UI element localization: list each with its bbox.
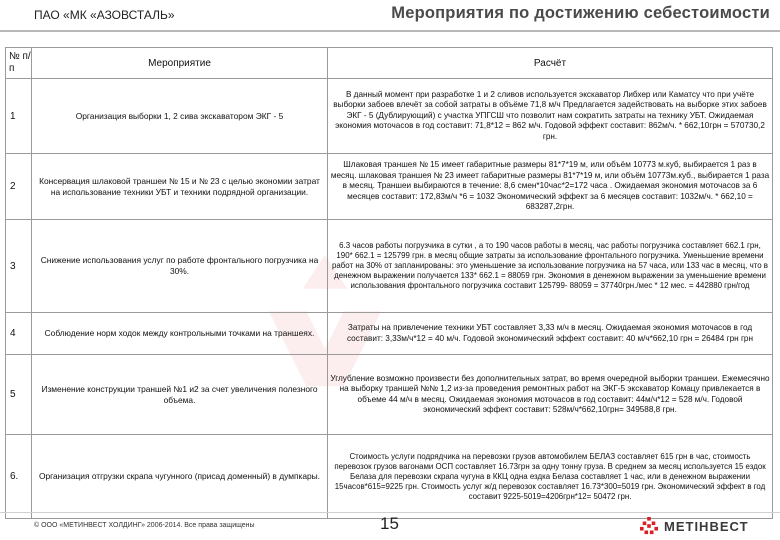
table-row <box>6 435 773 519</box>
row-number: 2 <box>6 154 32 220</box>
row-calculation: Шлаковая траншея № 15 имеет габаритные размеры 81*7*19 м, или объём 10773 м.куб, выбирается 1 раз в месяц. шлаковая траншея № 23 имеет габаритные размеры 81*7*19 м, или объём 10773м.куб., выбирается 1 раза в месяц. Траншеи выбираются в течение: 8,6 смен*10час*2=172 часа . Ожидаемая экономия моточасов за 6 месяцев составит: 172,83м/ч *6 = 1032 Экономический эффект за 6 месяцев составит: 1032м/ч. * 662,10 = 683287,2грн. <box>328 154 773 220</box>
row-number: 4 <box>6 313 32 355</box>
row-measure: Снижение использования услуг по работе фронтального погрузчика на 30%. <box>32 220 328 313</box>
row-measure: Консервация шлаковой траншеи № 15 и № 23 с целью экономии затрат на использование техники УБТ и техники подрядной организации. <box>32 154 328 220</box>
page-title: Мероприятия по достижению себестоимости <box>391 4 770 22</box>
table-header-row <box>6 48 773 79</box>
table-row <box>6 355 773 435</box>
row-calculation: В данный момент при разработке 1 и 2 сливов используется экскаватор Либхер или Каматсу что при учёте выборки забоев влечёт за собой затраты в объёме 71,8 м/ч Предлагается задействовать на выборке этих забоев ЭКГ - 5 (Дублирующий) с участка УПГСШ что позволит нам сократить затраты на технику УБТ. Ожидаемая экономия моточасов в год составит: 71,8*12 = 862 м/ч. Годовой эффект составит: 862м/ч. * 662,10грн = 570730,2 грн. <box>328 79 773 154</box>
column-header-measure: Мероприятие <box>32 48 328 79</box>
row-number: 1 <box>6 79 32 154</box>
table-row <box>6 313 773 355</box>
table-row <box>6 79 773 154</box>
table-row <box>6 154 773 220</box>
row-calculation: Углубление возможно произвести без дополнительных затрат, во время очередной выборки траншеи. Ежемесячно на выборку траншей №№ 1,2 из-за проведения ремонтных работ на ЭКГ-5 экскаватор Комацу привлекается в объеме 44 м/ч в месяц. Ожидаемая экономия моточасов в год составит: 44м/ч*12 = 528 м/ч. Годовой экономический эффект составит: 528м/ч*662,10грн= 349588,8 грн. <box>328 355 773 435</box>
row-measure: Изменение конструкции траншей №1 и2 за счет увеличения полезного объема. <box>32 355 328 435</box>
measures-table <box>5 47 773 519</box>
row-number: 6. <box>6 435 32 519</box>
row-calculation: Затраты на привлечение техники УБТ составляет 3,33 м/ч в месяц. Ожидаемая экономия моточасов в год составит: 3,33м/ч*12 = 40 м/ч. Годовой экономический эффект составит: 40 м/ч*662,10 грн = 26484 грн грн <box>328 313 773 355</box>
row-number: 3 <box>6 220 32 313</box>
row-measure: Организация отгрузки скрапа чугунного (присад доменный) в думпкары. <box>32 435 328 519</box>
row-measure: Организация выборки 1, 2 сива экскаватором ЭКГ - 5 <box>32 79 328 154</box>
row-calculation: Стоимость услуги подрядчика на перевозки грузов автомобилем БЕЛАЗ составляет 615 грн в час, стоимость перевозок грузов вагонами ОСП составляет 16.73грн за одну тонну груза. В среднем за месяц используется 15 ездок Белаза для перевозки скрапа чугуна в ККЦ одна ездка Белаза составляет 1 час, или в денежном выражении 15часов*615=9225 грн. Стоимость услуг ж/д перевозок составляет 16.73*300=5019 грн. Экономический эффект в год составит 9225-5019=4206грн*12= 50472 грн. <box>328 435 773 519</box>
table-row <box>6 220 773 313</box>
page-number: 15 <box>380 514 399 533</box>
column-header-calculation: Расчёт <box>328 48 773 79</box>
row-calculation: 6.3 часов работы погрузчика в сутки , а то 190 часов работы в месяц, час работы погрузчика составляет 662.1 грн, 190* 662.1 = 125799 грн. в месяц общие затраты за использование фронтального погрузчика. Уменьшение времени работ на 30% от запланированы: это уменьшение за использование погрузчика на 57 часа, или 133 час в месяц, что в денежном выражении получается 133* 662.1 = 88059 грн. Экономия в денежном выражении за уменьшение времени использования фронтального погрузчика составит 125799- 88059 = 37740грн./мес * 12 мес. = 442880 грн/год <box>328 220 773 313</box>
row-measure: Соблюдение норм ходок между контрольными точками на траншеях. <box>32 313 328 355</box>
logo-text: МЕТІНВЕСТ <box>664 518 749 534</box>
footer-divider <box>0 512 780 513</box>
copyright-notice: © ООО «МЕТИНВЕСТ ХОЛДИНГ» 2006-2014. Все права защищены <box>34 522 255 529</box>
metinvest-logo <box>640 516 749 536</box>
header-divider <box>0 30 780 32</box>
row-number: 5 <box>6 355 32 435</box>
company-name: ПАО «МК «АЗОВСТАЛЬ» <box>34 8 175 22</box>
metinvest-logo-icon <box>640 517 658 535</box>
column-header-number: № п/п <box>6 48 32 79</box>
